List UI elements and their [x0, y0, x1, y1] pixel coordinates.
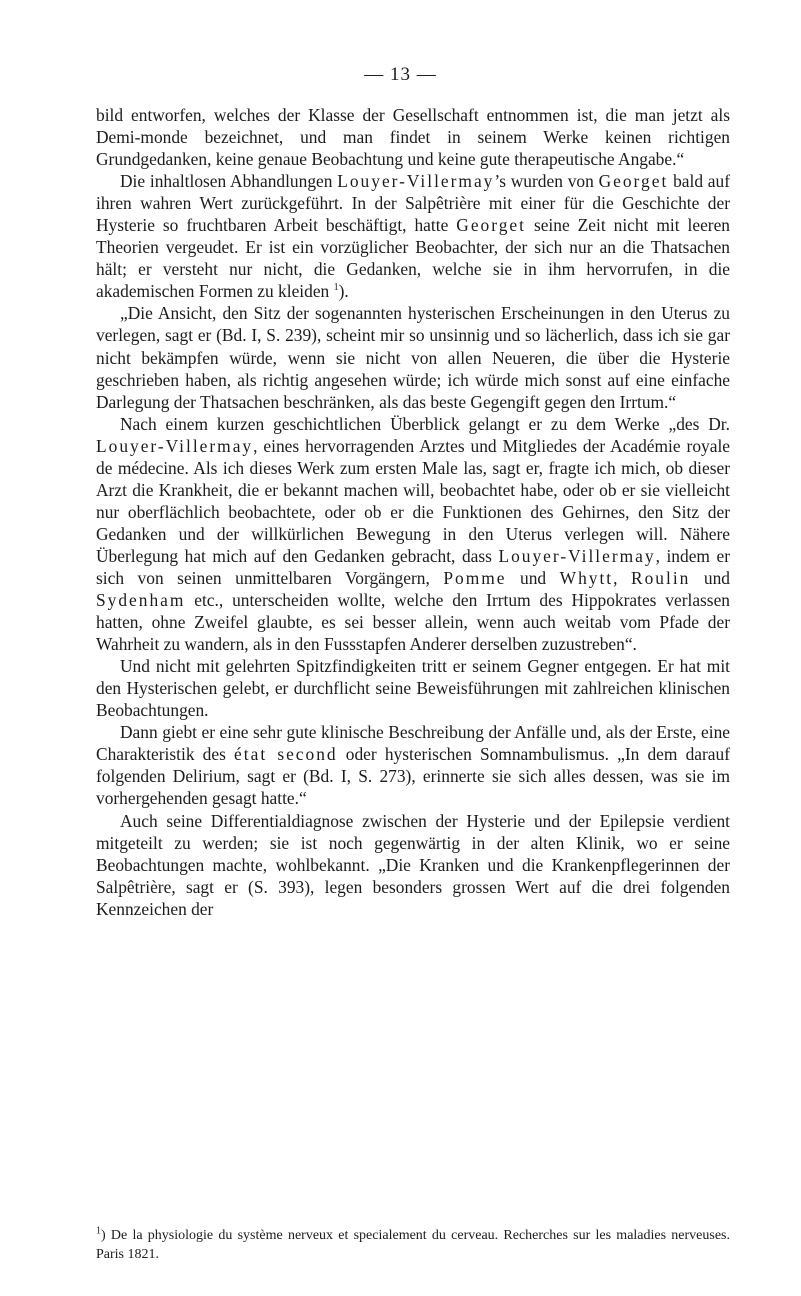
text-segment: ’s wurden von — [494, 171, 599, 192]
text-segment: Die inhaltlosen Abhandlungen — [120, 171, 338, 192]
page-number: — 13 — — [364, 64, 437, 85]
text-segment: etc., unterscheiden wollte, welche den Irrtum des Hippokrates verlassen hatten, ohne Zweifel glaubte, es sei besser allein, wenn auch weitab vom Pfade der Wahrheit zu wandern, als in den Fussstapfen Anderer derselben zuzustreben“. — [96, 590, 730, 655]
spaced-name: état second — [234, 744, 338, 765]
spaced-name: Louyer-Villermay — [96, 435, 254, 456]
text-segment: und — [506, 567, 560, 588]
spaced-name: Georget — [598, 171, 669, 192]
text-segment: ). — [338, 281, 349, 302]
text-segment: Auch seine Differentialdiagnose zwischen der Hysterie und der Epilepsie verdient mitgeteilt zu werden; sie ist noch gegenwärtig in der alten Klinik, wo er seine Beobachtungen machte, wohlbekannt. „Die Kranken und die Krankenpflegerinnen der Salpêtrière, sagt er (S. 393), legen besonders grossen Wert auf die drei folgenden Kennzeichen der — [96, 810, 730, 919]
text-segment: bild entworfen, welches der Klasse der Gesellschaft entnommen ist, die man jetzt als Demi-monde bezeichnet, und man findet in seinem Werke keinen richtigen Grundgedanken, keine genaue Beobachtung und keine gute therapeutische Angabe.“ — [96, 105, 730, 170]
text-segment: „Die Ansicht, den Sitz der sogenannten hysterischen Erscheinungen in den Uterus zu verlegen, sagt er (Bd. I, S. 239), scheint mir so unsinnig und so lächerlich, dass ich sie gar nicht bekämpfen würde, wenn sie nicht von allen Neueren, die über die Hysterie geschrieben haben, als richtig angesehen würde; ich würde mich sonst auf eine einfache Darlegung der Thatsachen beschränken, als das beste Gegengift gegen den Irrtum.“ — [96, 303, 730, 412]
text-segment: Und nicht mit gelehrten Spitzfindigkeiten tritt er seinem Gegner entgegen. Er hat mit den Hysterischen gelebt, er durchflicht seine Beweisführungen mit zahlreichen klinischen Beobachtungen. — [96, 656, 730, 721]
paragraph — [96, 413, 730, 656]
paragraph — [96, 170, 730, 302]
body-text — [96, 104, 730, 920]
text-segment: Nach einem kurzen geschichtlichen Überblick gelangt er zu dem Werke „des Dr. — [120, 413, 730, 434]
spaced-name: Georget — [456, 215, 526, 236]
spaced-name: Pomme — [443, 567, 507, 588]
paragraph — [96, 104, 730, 170]
spaced-name: Louyer-Villermay — [498, 545, 656, 566]
spaced-name: Roulin — [631, 567, 691, 588]
text-segment: und — [690, 567, 730, 588]
text-segment: bald auf ihren wahren Wert zurückgeführt. In der Salpêtrière mit einer für die Geschichte der Hysterie so fruchtbaren Arbeit beschäftigt, hatte — [96, 171, 731, 236]
text-segment: oder hysterischen Somnambulismus. „In dem darauf folgenden Delirium, sagt er (Bd. I, S. 273), erinnerte sie sich alles dessen, was sie im vorhergehenden gesagt hatte.“ — [96, 744, 730, 809]
spaced-name: Sydenham — [96, 590, 186, 611]
text-segment: Dann giebt er eine sehr gute klinische Beschreibung der Anfälle und, als der Erste, eine Charakteristik des — [96, 722, 730, 765]
paragraph — [96, 810, 730, 920]
text-segment: , indem er sich von seinen unmittelbaren Vorgängern, — [96, 545, 730, 588]
spaced-name: Whytt — [559, 567, 614, 588]
footnote-reference: 1 — [333, 282, 339, 294]
text-segment: , eines hervorragenden Arztes und Mitgliedes der Académie royale de médecine. Als ich dieses Werk zum ersten Male las, sagt er, fragte ich mich, ob dieser Arzt die Krankheit, die er bekannt machen will, beobachtet habe, oder ob er sie vielleicht nur oberflächlich beobachtete, oder ob er die Funktionen des Gehirnes, den Sitz der Gedanken und der willkürlichen Bewegung in den Uterus verlegen will. Nähere Überlegung hat mich auf den Gedanken gebracht, dass — [96, 435, 730, 566]
text-segment: seine Zeit nicht mit leeren Theorien vergeudet. Er ist ein vorzüglicher Beobachter, der sich nur an die Thatsachen hält; er versteht nur nicht, die Gedanken, welche sie in ihm hervorrufen, in die akademischen Formen zu kleiden — [96, 215, 731, 302]
paragraph — [96, 302, 730, 412]
footnote-marker: 1 — [96, 1225, 101, 1237]
footnote-text: ) De la physiologie du système nerveux et specialement du cerveau. Recherches sur les maladies nerveuses. Paris 1821. — [96, 1228, 730, 1262]
paragraph — [96, 721, 730, 809]
footnote — [96, 1226, 730, 1264]
paragraph — [96, 655, 730, 721]
spaced-name: Louyer-Villermay — [337, 171, 495, 192]
text-segment: , — [613, 567, 632, 588]
